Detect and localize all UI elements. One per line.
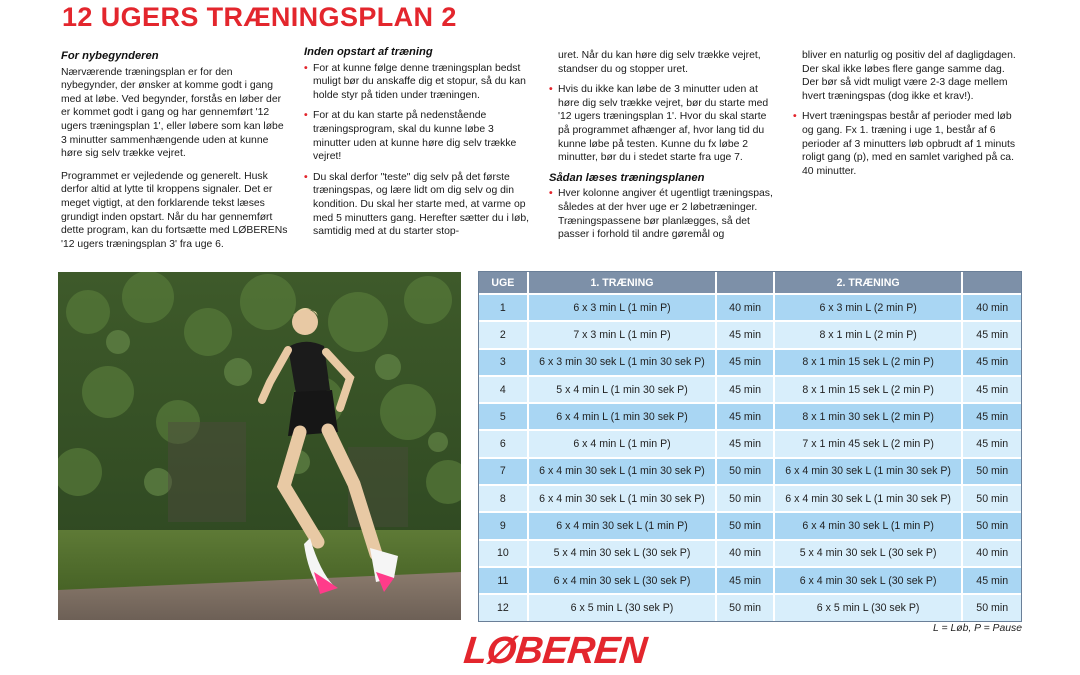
cell-duration-2: 50 min: [963, 593, 1021, 620]
table-row: [479, 593, 1021, 620]
cell-training-1: 7 x 3 min L (1 min P): [529, 320, 718, 347]
cell-duration-1: 45 min: [717, 375, 775, 402]
cell-week: 4: [479, 375, 529, 402]
training-plan-table: [478, 271, 1022, 622]
cell-week: 6: [479, 429, 529, 456]
table-row: [479, 539, 1021, 566]
cell-duration-1: 40 min: [717, 539, 775, 566]
cell-training-2: 6 x 3 min L (2 min P): [775, 293, 964, 320]
cell-duration-2: 40 min: [963, 539, 1021, 566]
cell-week: 5: [479, 402, 529, 429]
cell-duration-1: 50 min: [717, 511, 775, 538]
cell-training-1: 6 x 4 min 30 sek L (30 sek P): [529, 566, 718, 593]
page-title: 12 UGERS TRÆNINGSPLAN 2: [62, 2, 457, 32]
section-heading-before-start: Inden opstart af træning: [304, 46, 433, 58]
text-column-2: [304, 46, 532, 246]
bullet-item: • Hver kolonne angiver ét ugentligt træningspas, således at der hver uge er 2 løbetræninger. Træningspassene bør planlægges, så det passer i forhold til andre gøremål og: [549, 187, 777, 241]
table-row: [479, 457, 1021, 484]
cell-duration-2: 50 min: [963, 511, 1021, 538]
cell-duration-2: 45 min: [963, 429, 1021, 456]
cell-duration-2: 50 min: [963, 457, 1021, 484]
text-column-4: [793, 49, 1021, 185]
cell-week: 8: [479, 484, 529, 511]
section-heading-beginner: For nybegynderen: [61, 50, 159, 62]
cell-duration-1: 50 min: [717, 593, 775, 620]
cell-duration-2: 45 min: [963, 348, 1021, 375]
cell-duration-1: 45 min: [717, 402, 775, 429]
table-row: [479, 566, 1021, 593]
bullet-item: • For at kunne følge denne træningsplan bedst muligt bør du anskaffe dig et stopur, så du kan holde styr på tiden under træningen.: [304, 62, 532, 103]
cell-training-2: 6 x 4 min 30 sek L (1 min 30 sek P): [775, 457, 964, 484]
table-header-row: [479, 272, 1021, 293]
cell-training-1: 6 x 4 min 30 sek L (1 min P): [529, 511, 718, 538]
cell-duration-2: 45 min: [963, 320, 1021, 347]
text-column-1: [61, 50, 289, 260]
paragraph: Nærværende træningsplan er for den nybegynder, der ønsker at komme godt i gang med at løbe. Ved begynder, forstås en løber der er kommet godt i gang og har gennemført '12 ugers træningsplan 1', eller løbere som kan løbe 3 minutter sammenhængende uden at kunne høre sig selv trække vejret.: [61, 66, 284, 160]
table-legend: L = Løb, P = Pause: [933, 623, 1022, 634]
cell-week: 7: [479, 457, 529, 484]
section-heading-how-to-read: Sådan læses træningsplanen: [549, 171, 705, 184]
cell-duration-2: 45 min: [963, 566, 1021, 593]
header-duration-1: [717, 272, 775, 293]
header-week: UGE: [479, 272, 529, 293]
paragraph: Programmet er vejledende og generelt. Husk derfor altid at lytte til kroppens signaler. Det er meget vigtigt, at den forklarende tekst læses grundigt inden opstart. Når du har gennemført dette program, kan du fortsætte med LØBERENs '12 ugers træningsplan 3' fra uge 6.: [61, 170, 288, 250]
cell-training-2: 7 x 1 min 45 sek L (2 min P): [775, 429, 964, 456]
cell-training-2: 6 x 5 min L (30 sek P): [775, 593, 964, 620]
cell-training-1: 5 x 4 min 30 sek L (30 sek P): [529, 539, 718, 566]
cell-training-1: 5 x 4 min L (1 min 30 sek P): [529, 375, 718, 402]
cell-training-2: 8 x 1 min 15 sek L (2 min P): [775, 348, 964, 375]
bullet-item: • For at du kan starte på nedenstående træningsprogram, skal du kunne løbe 3 minutter uden at kunne høre dig selv trække vejret!: [304, 109, 532, 163]
cell-duration-1: 45 min: [717, 429, 775, 456]
cell-training-2: 6 x 4 min 30 sek L (1 min P): [775, 511, 964, 538]
table-row: [479, 375, 1021, 402]
text-column-3: [549, 49, 777, 249]
cell-week: 1: [479, 293, 529, 320]
logo-tagline-fragment: [506, 669, 576, 675]
cell-duration-2: 45 min: [963, 402, 1021, 429]
table-row: [479, 348, 1021, 375]
cell-duration-1: 50 min: [717, 484, 775, 511]
bullet-item: • Du skal derfor "teste" dig selv på det første træningspas, og lære lidt om dig selv og din kondition. Du skal her starte med, at varme op med 5 minutters gang. Herefter sætter du i løb, samtidig med at du starter stop-: [304, 171, 532, 239]
cell-training-1: 6 x 4 min L (1 min 30 sek P): [529, 402, 718, 429]
table-row: [479, 293, 1021, 320]
cell-training-1: 6 x 4 min 30 sek L (1 min 30 sek P): [529, 457, 718, 484]
cell-training-1: 6 x 5 min L (30 sek P): [529, 593, 718, 620]
cell-training-1: 6 x 3 min L (1 min P): [529, 293, 718, 320]
loeberen-logo: LØBEREN: [461, 630, 649, 672]
table-row: [479, 511, 1021, 538]
cell-week: 9: [479, 511, 529, 538]
cell-duration-1: 45 min: [717, 320, 775, 347]
cell-duration-2: 50 min: [963, 484, 1021, 511]
cell-training-2: 6 x 4 min 30 sek L (30 sek P): [775, 566, 964, 593]
runner-photo: [58, 272, 461, 620]
header-training-2: 2. TRÆNING: [775, 272, 964, 293]
cell-duration-1: 50 min: [717, 457, 775, 484]
paragraph: uret. Når du kan høre dig selv trække vejret, standser du og stopper uret.: [558, 50, 761, 75]
header-training-1: 1. TRÆNING: [529, 272, 718, 293]
cell-training-1: 6 x 4 min 30 sek L (1 min 30 sek P): [529, 484, 718, 511]
table-row: [479, 429, 1021, 456]
cell-training-2: 6 x 4 min 30 sek L (1 min 30 sek P): [775, 484, 964, 511]
cell-training-1: 6 x 3 min 30 sek L (1 min 30 sek P): [529, 348, 718, 375]
bullet-item: • Hvis du ikke kan løbe de 3 minutter uden at høre dig selv trække vejret, bør du starte med '12 ugers træningsplan 1'. Hvor du skal starte på programmet afhænger af, hvor lang tid du kunne løbe på testen. Kunne du fx løbe 2 minutter, bør du i stedet starte fra uge 7.: [549, 83, 777, 165]
cell-training-1: 6 x 4 min L (1 min P): [529, 429, 718, 456]
paragraph: bliver en naturlig og positiv del af dagligdagen. Der skal ikke løbes flere gange samme dag. Der bør så vidt muligt være 2-3 dage mellem hvert træningspas (dog ikke et krav!).: [802, 50, 1016, 102]
cell-training-2: 8 x 1 min L (2 min P): [775, 320, 964, 347]
cell-duration-1: 45 min: [717, 348, 775, 375]
cell-training-2: 8 x 1 min 15 sek L (2 min P): [775, 375, 964, 402]
bullet-item: • Hvert træningspas består af perioder med løb og gang. Fx 1. træning i uge 1, består af 6 perioder af 3 minutters løb opbrudt af 1 minuts roligt gang (p), med en samlet varighed på ca. 40 minutter.: [793, 110, 1021, 178]
cell-week: 2: [479, 320, 529, 347]
table-row: [479, 484, 1021, 511]
cell-duration-2: 45 min: [963, 375, 1021, 402]
cell-duration-1: 45 min: [717, 566, 775, 593]
cell-week: 10: [479, 539, 529, 566]
cell-week: 12: [479, 593, 529, 620]
header-duration-2: [963, 272, 1021, 293]
cell-training-2: 8 x 1 min 30 sek L (2 min P): [775, 402, 964, 429]
cell-week: 11: [479, 566, 529, 593]
table-row: [479, 402, 1021, 429]
cell-training-2: 5 x 4 min 30 sek L (30 sek P): [775, 539, 964, 566]
cell-duration-2: 40 min: [963, 293, 1021, 320]
cell-week: 3: [479, 348, 529, 375]
table-row: [479, 320, 1021, 347]
cell-duration-1: 40 min: [717, 293, 775, 320]
